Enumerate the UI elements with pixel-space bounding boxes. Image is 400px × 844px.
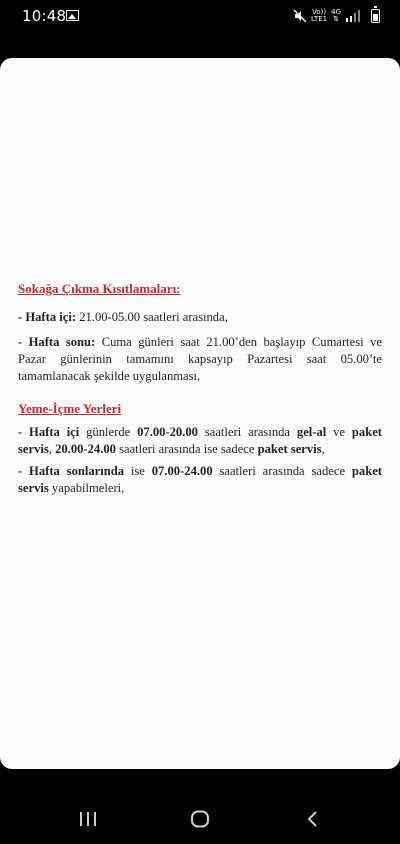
status-time: 10:48: [22, 7, 67, 25]
service-type: paket servis: [18, 464, 382, 495]
back-button[interactable]: [292, 804, 332, 834]
document-text: [18, 280, 382, 497]
service-type: paket servis: [18, 425, 382, 456]
mute-icon: [293, 9, 307, 23]
curfew-weekend-label: - Hafta sonu:: [18, 335, 96, 349]
food-weekend-label: - Hafta sonlarında: [18, 464, 125, 478]
battery-icon: [371, 9, 380, 23]
time-range: 07.00-20.00: [137, 425, 198, 439]
service-type: paket servis: [257, 442, 322, 456]
text-fragment: ise: [124, 464, 152, 478]
text-fragment: ,: [321, 442, 325, 456]
curfew-weekend: [18, 334, 382, 385]
network-type-label: 4G: [331, 8, 341, 16]
home-button[interactable]: [180, 804, 220, 834]
curfew-weekday: [18, 309, 382, 326]
food-weekday-label: - Hafta içi: [18, 425, 80, 439]
text-fragment: saatleri arasında sadece: [212, 464, 352, 478]
volte-indicator: [311, 9, 327, 23]
curfew-weekend-text: Cuma günleri saat 21.00’den başlayıp Cumartesi ve Pazar günlerinin tamamını kapsayıp Pazartesi saat 05.00’te tamamlanacak şekilde uygulanması,: [18, 335, 382, 383]
signal-icon: [345, 10, 361, 22]
back-icon: [306, 810, 318, 828]
food-weekend: [18, 463, 382, 497]
curfew-weekday-text: 21.00-05.00 saatleri arasında,: [76, 310, 228, 324]
document-image[interactable]: [0, 58, 400, 769]
text-fragment: ve: [326, 425, 352, 439]
gallery-notification-icon: [66, 10, 79, 21]
service-type: gel-al: [296, 425, 327, 439]
text-fragment: günlerde: [79, 425, 138, 439]
status-bar: [0, 0, 400, 32]
time-range: 20.00-24.00: [55, 442, 116, 456]
curfew-weekday-label: - Hafta içi:: [18, 310, 77, 324]
time-range: 07.00-24.00: [151, 464, 213, 478]
home-icon: [190, 810, 210, 828]
lte-label: LTE1: [311, 15, 328, 23]
text-fragment: saatleri arasında ise sadece: [115, 442, 258, 456]
data-indicator: [331, 9, 341, 23]
curfew-heading: Sokağa Çıkma Kısıtlamaları:: [18, 281, 181, 296]
food-weekday: [18, 424, 382, 458]
battery-level: [373, 14, 378, 21]
navigation-bar: [0, 794, 400, 844]
text-fragment: saatleri arasında: [197, 425, 297, 439]
text-fragment: ,: [48, 442, 56, 456]
food-venues-heading: Yeme-İçme Yerleri: [18, 401, 122, 416]
recent-apps-icon: [79, 811, 97, 827]
recent-apps-button[interactable]: [68, 804, 108, 834]
data-arrows-icon: ⇅: [333, 15, 339, 23]
text-fragment: yapabilmeleri,: [48, 481, 125, 495]
volte-label: Vo)): [312, 8, 327, 16]
status-indicators: [293, 6, 380, 26]
